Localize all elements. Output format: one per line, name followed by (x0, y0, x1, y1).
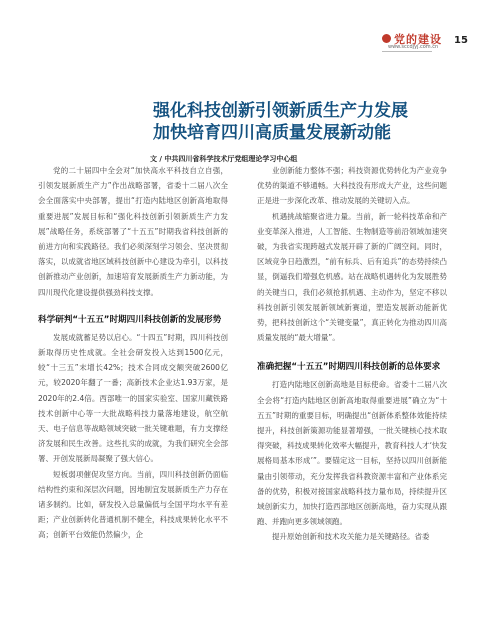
left-column (38, 163, 228, 543)
page-header (0, 0, 484, 54)
paragraph: 发展成就蓄足势以启心。“十四五”时期，四川科技创新取得历史性成就。全社会研发投入达到1500亿元，较“十三五”末增长42%；技术合同成交额突破2600亿元，较2020年翻了一番；高新技术企业达1.93万家，是2020年的2.4倍。西部唯一的国家实验室、国家川藏铁路技术创新中心等一大批战略科技力量落地建设，航空航天、电子信息等战略领域突破一批关键难题，有力支撑经济发展和民生改善。这些扎实的成就，为我们研究全会部署、开创发展新局凝聚了强大信心。 (38, 332, 228, 464)
section-heading: 科学研判“十五五”时期四川科技创新的发展形势 (38, 314, 222, 325)
magazine-logo: 党的建设 (394, 33, 442, 46)
paragraph: 党的二十届四中全会对“加快高水平科技自立自强，引领发展新质生产力”作出战略部署，省委十二届八次全会全面落实中央部署，提出“打造内陆地区创新高地取得重要进展”发展目标和“强化科技创新引领新质生产力发展”战略任务，系统部署了“十五五”时期我省科技创新的前进方向和实践路径。我们必须深刻学习领会、坚决贯彻落实，以成就省地区域科技创新中心建设为牵引，以科技创新推动产业创新，加速培育发展新质生产力新动能，为四川现代化建设提供强劲科技支撑。 (38, 166, 228, 297)
paragraph: 业创新能力整体不强；科技资源优势转化为产业竞争优势的渠道不够通畅。大科技没有形成大产业，这些问题正是进一步深化改革、推动发展的关键切入点。 (257, 166, 447, 206)
article-author: 文 / 中共四川省科学技术厅党组理论学习中心组 (150, 155, 298, 163)
paragraph: 机遇挑战缩聚省进力量。当前，新一轮科技革命和产业变革深入推进，人工智能、生物制造等前沿领域加速突破，为我省实现跨越式发展开辟了新的广阔空间。同时，区域竞争日趋激烈，“前有标兵、后有追兵”的态势持续凸显，倒逼我们增强危机感。站在战略机遇转化为发展胜势的关键当口，我们必须抢抓机遇、主动作为，坚定不移以科技创新引领发展新领域新赛道，塑造发展新动能新优势，把科技创新这个“关键变量”，真正转化为推动四川高质量发展的“最大增量”。 (257, 211, 447, 343)
page-number: 15 (454, 35, 468, 46)
magazine-url: www.sccdjyj.com.cn (388, 44, 439, 50)
header-divider (382, 51, 432, 52)
article-title-line-2: 加快培育四川高质量发展新动能 (153, 123, 391, 143)
paragraph: 提升原始创新和技术攻关能力是关键路径。省委 (272, 532, 430, 542)
section-heading: 准确把握“十五五”时期四川科技创新的总体要求 (257, 362, 441, 373)
party-emblem-icon (382, 34, 391, 43)
right-column (257, 163, 447, 545)
article-title-line-1: 强化科技创新引领新质生产力发展 (153, 101, 408, 121)
article-title (153, 100, 453, 144)
paragraph: 打造内陆地区创新高地是目标使命。省委十二届八次全会将“打造内陆地区创新高地取得重要进展”确立为“十五五”时期的重要目标，明确提出“创新体系整体效能持续提升，科技创新策源功能显著增强，一批关键核心技术取得突破，科技成果转化效率大幅提升，教育科技人才‘快发展格局基本形成’”。要锚定这一目标，坚持以四川创新能量由引领带动，充分发挥我省科教资源丰富和产业体系完备的优势，积极对接国家战略科技力量布局，持续提升区域创新实力，加快打造西部地区创新高地，奋力实现从跟跑、并跑向更多领域领跑。 (257, 380, 447, 527)
paragraph: 短板弱项催促攻坚方向。当前，四川科技创新仍面临结构性约束和深层次问题，因地制宜发展新质生产力存在诸多制约。比如，研发投入总量偏低与全国平均水平有差距；产业创新转化普通机制不健全，科技成果转化水平不高；创新平台效能仍然偏少，企 (38, 469, 228, 540)
